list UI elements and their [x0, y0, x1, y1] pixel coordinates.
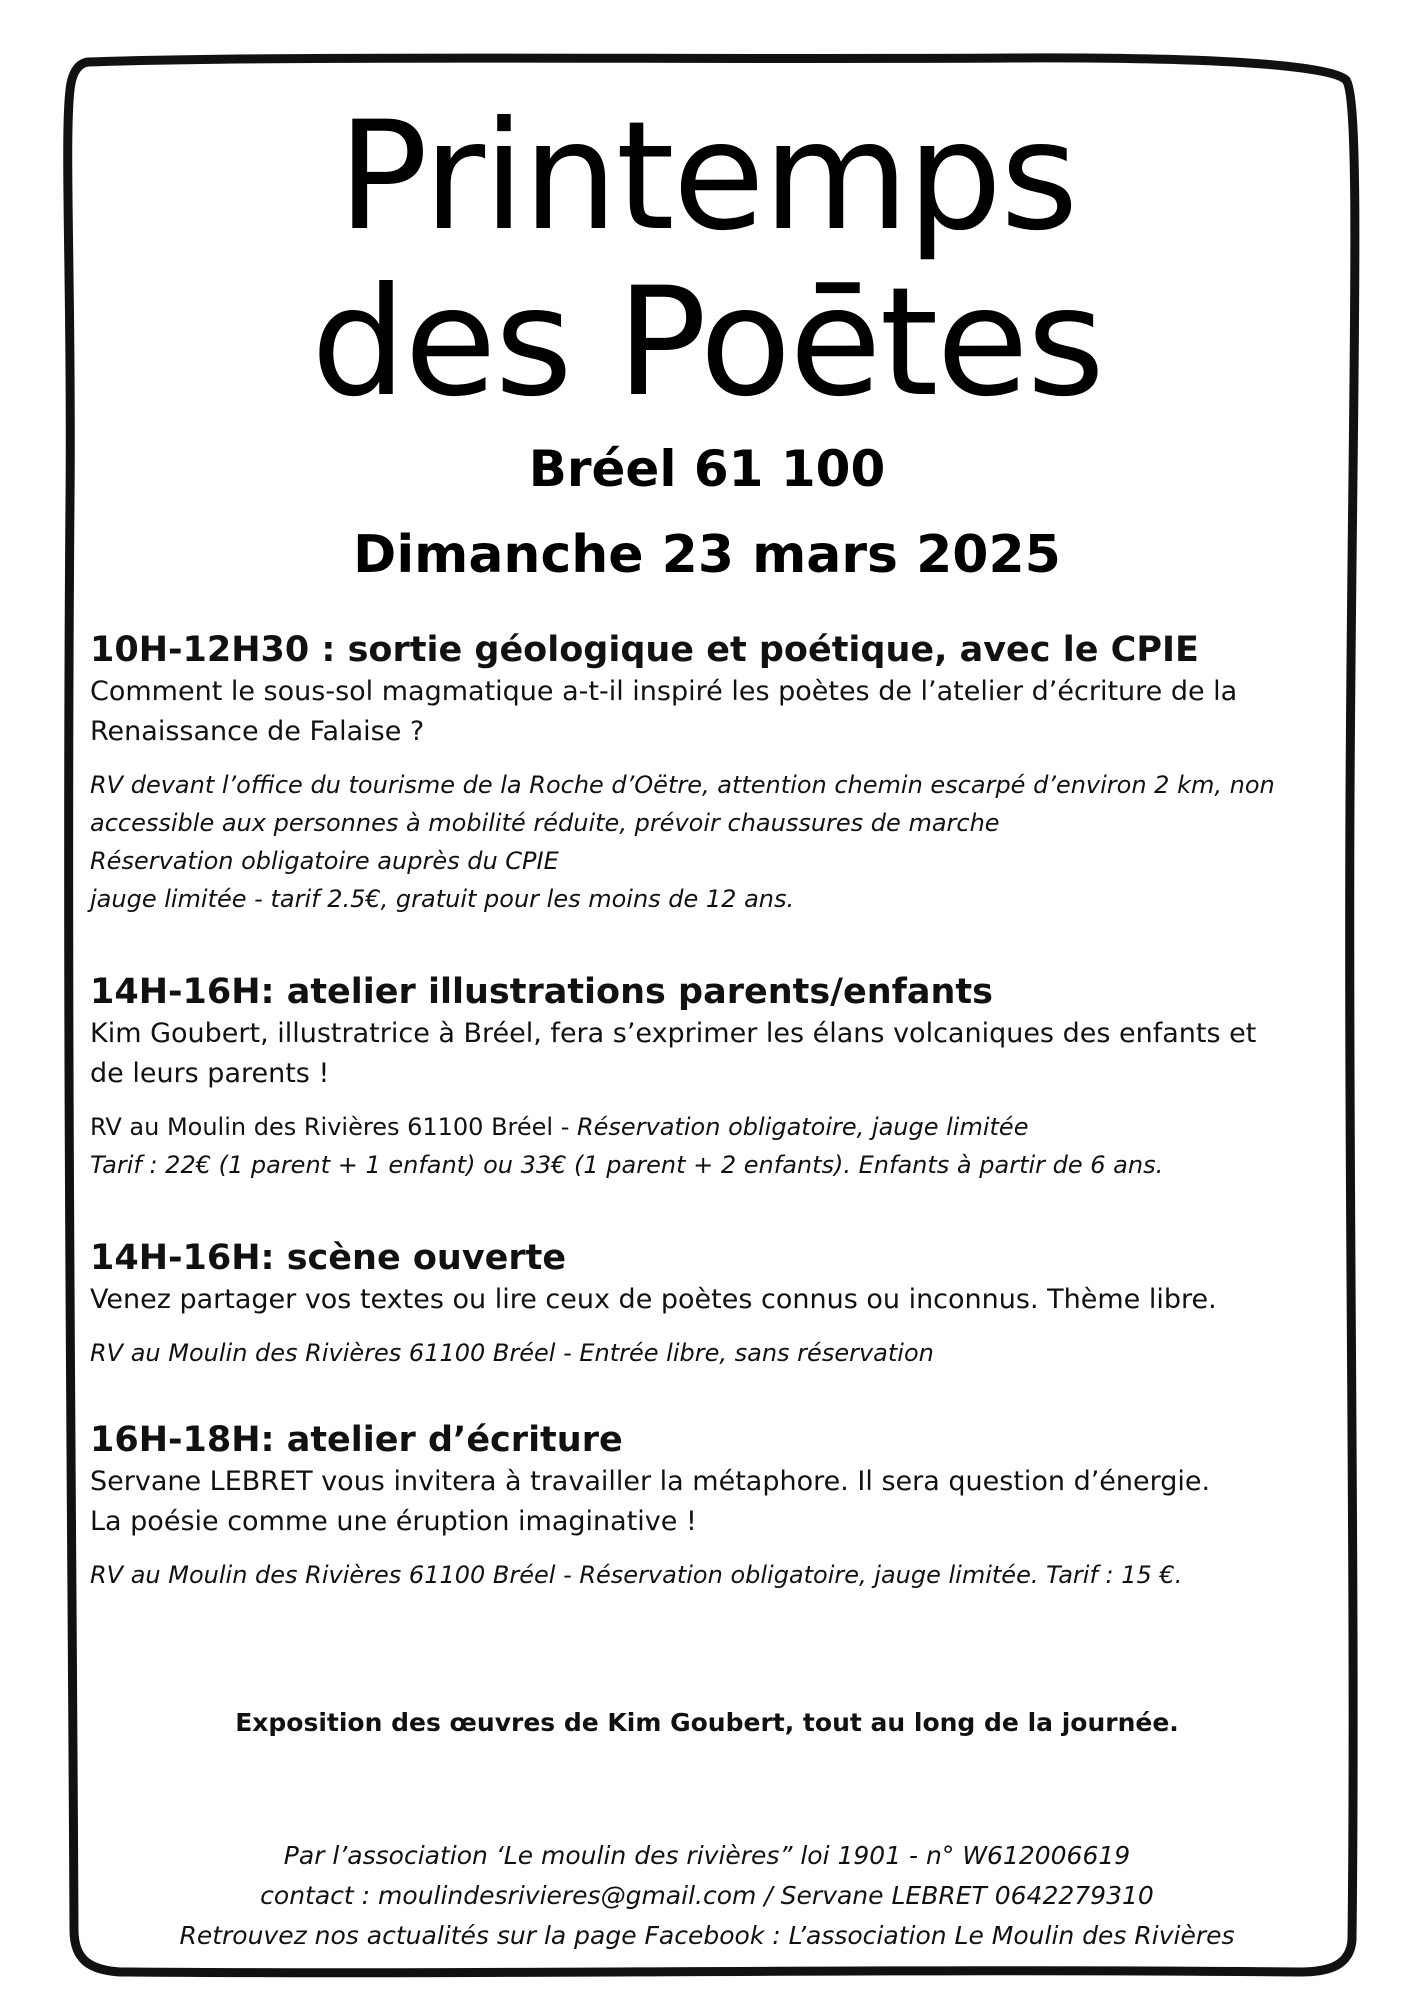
program	[90, 628, 1335, 1594]
event-open-stage	[90, 1236, 1335, 1372]
event-title: 14H-16H: scène ouverte	[90, 1238, 567, 1278]
footer-contact: contact : moulindesrivieres@gmail.com / Servane LEBRET 0642279310	[260, 1881, 1154, 1910]
title-line-2: des Poētes	[311, 256, 1103, 430]
footer-association: Par l’association ‘Le moulin des rivières” loi 1901 - n° W612006619	[283, 1841, 1131, 1870]
event-illustration-workshop	[90, 970, 1335, 1184]
event-info: RV devant l’office du tourisme de la Roche d’Oëtre, attention chemin escarpé d’environ 2 km, non accessible aux personnes à mobilité réduite, prévoir chaussures de marche Réservation obligatoire auprès du CPIE jauge limitée - tarif 2.5€, gratuit pour les moins de 12 ans.	[90, 771, 1275, 913]
event-writing-workshop	[90, 1418, 1335, 1594]
event-date: Dimanche 23 mars 2025	[353, 525, 1061, 585]
event-description: Servane LEBRET vous invitera à travailler la métaphore. Il sera question d’énergie. La poésie comme une éruption imaginative !	[90, 1466, 1211, 1537]
event-description: Kim Goubert, illustratrice à Bréel, fera s’exprimer les élans volcaniques des enfants et de leurs parents !	[90, 1018, 1257, 1089]
event-geology-walk	[90, 628, 1335, 918]
title-line-1: Printemps	[337, 90, 1077, 264]
event-description: Venez partager vos textes ou lire ceux de poètes connus ou inconnus. Thème libre.	[90, 1284, 1217, 1315]
event-description: Comment le sous-sol magmatique a-t-il inspiré les poètes de l’atelier d’écriture de la Renaissance de Falaise ?	[90, 676, 1238, 747]
event-title: 14H-16H: atelier illustrations parents/enfants	[90, 972, 993, 1012]
event-info: RV au Moulin des Rivières 61100 Bréel - Réservation obligatoire, jauge limitée. Tarif : 15 €.	[90, 1561, 1183, 1589]
event-title: 10H-12H30 : sortie géologique et poétique, avec le CPIE	[90, 630, 1199, 670]
footer	[0, 1836, 1414, 1956]
event-info: RV au Moulin des Rivières 61100 Bréel - Réservation obligatoire, jauge limitée Tarif : 22€ (1 parent + 1 enfant) ou 33€ (1 parent + 2 enfants). Enfants à partir de 6 ans.	[90, 1113, 1164, 1179]
event-info: RV au Moulin des Rivières 61100 Bréel - Entrée libre, sans réservation	[90, 1339, 934, 1367]
event-place: Bréel 61 100	[528, 440, 886, 498]
exhibition-note: Exposition des œuvres de Kim Goubert, tout au long de la journée.	[235, 1708, 1179, 1737]
event-title: 16H-18H: atelier d’écriture	[90, 1420, 623, 1460]
footer-facebook: Retrouvez nos actualités sur la page Facebook : L’association Le Moulin des Rivières	[179, 1921, 1235, 1950]
